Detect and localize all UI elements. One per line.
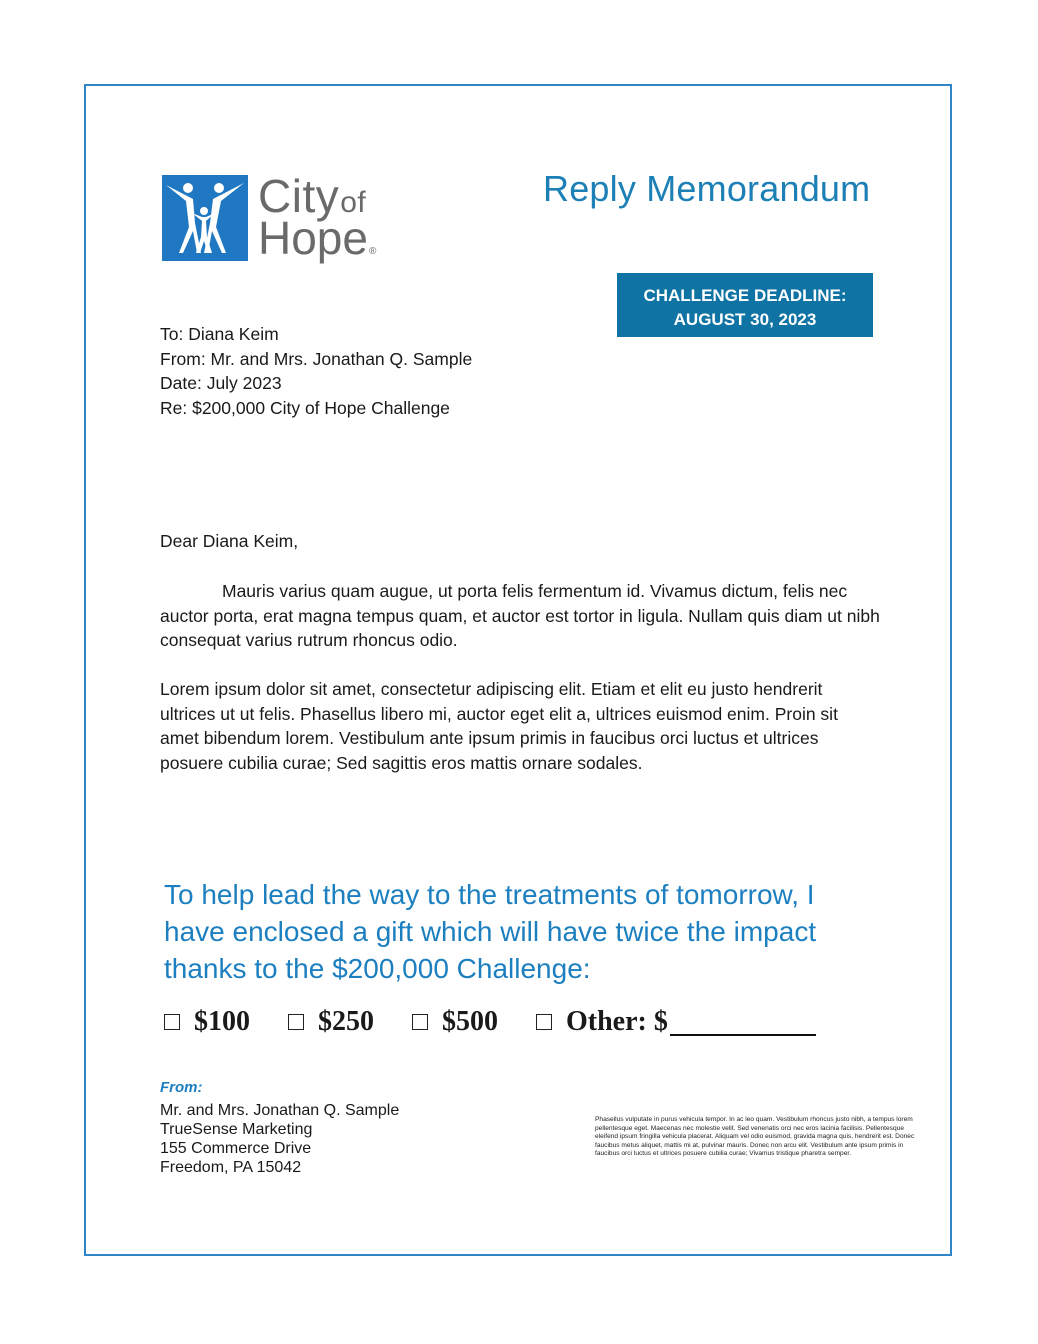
to-field: To: Diana Keim — [160, 324, 279, 344]
memo-title: Reply Memorandum — [543, 168, 871, 209]
donor-company: TrueSense Marketing — [160, 1121, 313, 1138]
checkbox-100[interactable] — [164, 1014, 180, 1030]
memo-header-fields — [160, 322, 472, 420]
logo-word-of: of — [340, 186, 367, 219]
people-reaching-icon — [162, 175, 248, 261]
salutation: Dear Diana Keim, — [160, 531, 299, 551]
date-field: Date: July 2023 — [160, 373, 282, 393]
donor-address — [160, 1101, 399, 1177]
donor-street: 155 Commerce Drive — [160, 1140, 312, 1157]
gift-amount-label: $100 — [194, 1006, 250, 1037]
gift-option-100[interactable] — [164, 1006, 250, 1038]
checkbox-500[interactable] — [412, 1014, 428, 1030]
donor-name: Mr. and Mrs. Jonathan Q. Sample — [160, 1102, 400, 1119]
registered-mark: ® — [368, 246, 377, 257]
fine-print: Phasellus vulputate in purus vehicula tempor. In ac leo quam. Vestibulum rhoncus justo nibh, a tempus lorem pellentesque eget. Maecenas nec molestie velit. Sed venenatis orci nec eros lacinia facilisis. Pellentesque eleifend ipsum fringilla vehicula placerat. Aliquam vel odio euismod, gravida magna quis, hendrerit est. Donec faucibus metus aliquet, mattis mi at, pulvinar mauris. Donec non arcu elit. Vestibulum ante ipsum primis in faucibus orci luctus et ultrices posuere cubilia curae; Vivamus tristique pharetra semper. — [595, 1116, 915, 1158]
pledge-statement: To help lead the way to the treatments of tomorrow, I have enclosed a gift which will have twice the impact thanks to the $200,000 Challenge: — [164, 879, 817, 984]
donor-from-label: From: — [160, 1079, 203, 1096]
donor-city-state-zip: Freedom, PA 15042 — [160, 1159, 302, 1176]
deadline-date: AUGUST 30, 2023 — [673, 310, 817, 329]
body-paragraph-2: Lorem ipsum dolor sit amet, consectetur adipiscing elit. Etiam et elit eu justo hendrerit ultrices ut ut felis. Phasellus libero mi, auctor eget elit a, ultrices euismod enim. Proin sit amet bibendum lorem. Vestibulum ante ipsum primis in faucibus orci luctus et ultrices posuere cubilia curae; Sed sagittis eros mattis ornare sodales. — [160, 679, 838, 773]
re-field: Re: $200,000 City of Hope Challenge — [160, 397, 450, 418]
logo-word-hope: Hope — [258, 212, 368, 264]
gift-amount-label: $500 — [442, 1006, 498, 1037]
city-of-hope-logo — [162, 170, 377, 264]
logo-wordmark — [258, 170, 377, 264]
gift-amount-label: $250 — [318, 1006, 374, 1037]
body-paragraph-1: Mauris varius quam augue, ut porta felis fermentum id. Vivamus dictum, felis nec auctor porta, erat magna tempus quam, et auctor est tortor in ligula. Nullam quis diam ut nibh consequat varius rutrum rhoncus odio. — [160, 581, 880, 650]
checkbox-other[interactable] — [536, 1014, 552, 1030]
gift-amount-options — [164, 1006, 854, 1038]
other-amount-blank[interactable] — [670, 1008, 816, 1036]
from-field: From: Mr. and Mrs. Jonathan Q. Sample — [160, 348, 473, 369]
gift-option-250[interactable] — [288, 1006, 374, 1038]
challenge-deadline-badge — [617, 273, 873, 337]
checkbox-250[interactable] — [288, 1014, 304, 1030]
deadline-label: CHALLENGE DEADLINE: — [643, 286, 847, 305]
logo-word-city: City — [258, 170, 340, 222]
gift-option-500[interactable] — [412, 1006, 498, 1038]
other-amount-label: Other: $ — [566, 1006, 668, 1037]
gift-option-other[interactable] — [536, 1006, 816, 1038]
